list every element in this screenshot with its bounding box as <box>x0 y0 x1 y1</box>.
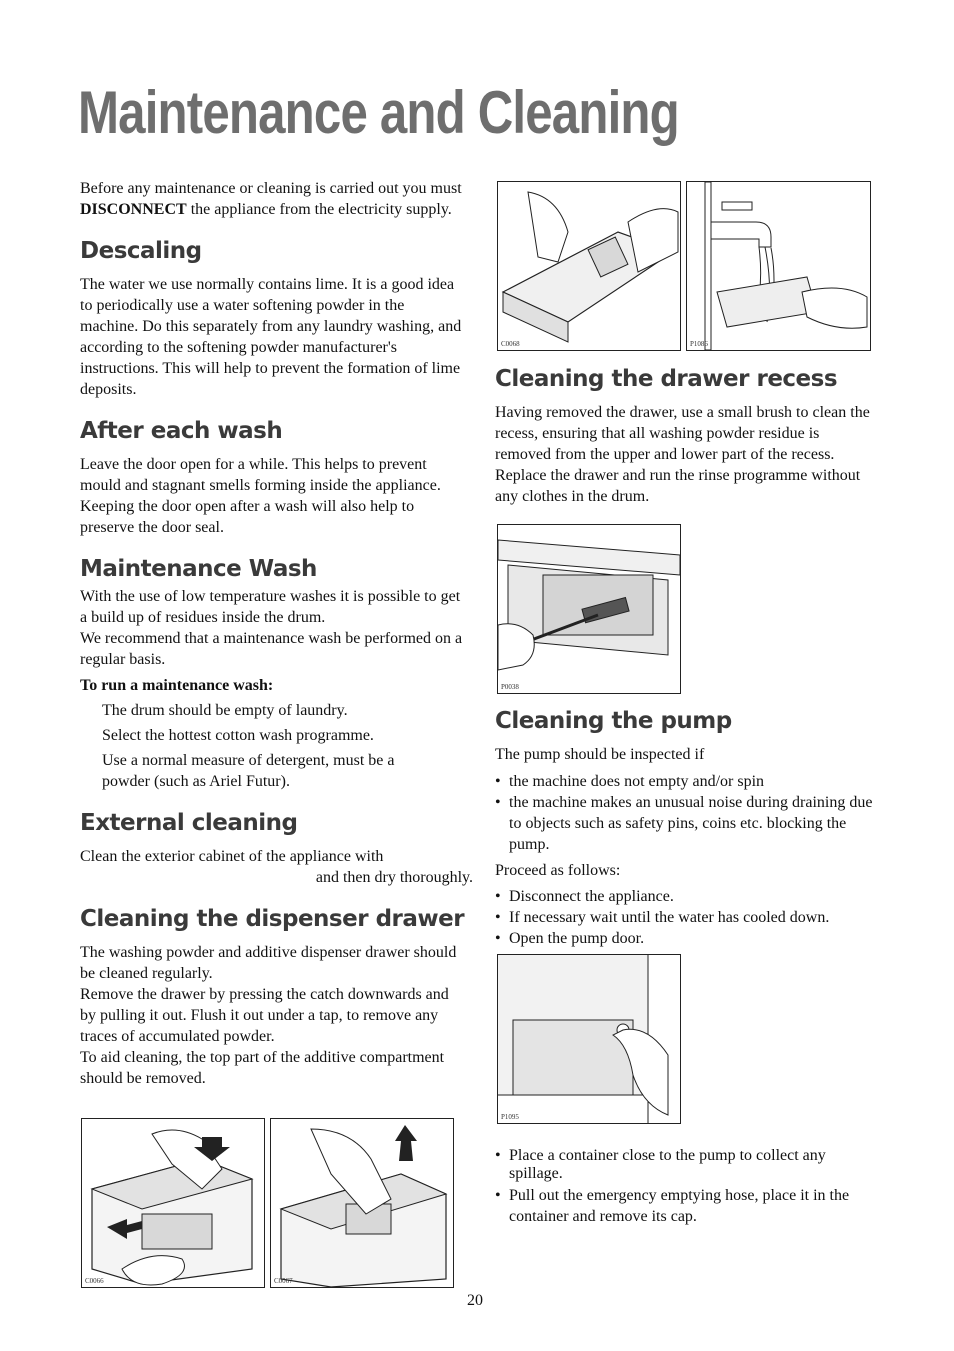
pump-step: • Pull out the emergency emptying hose, place it in the container and remove its cap. <box>495 1185 875 1227</box>
external-cleaning-line: and then dry thoroughly. <box>315 869 473 886</box>
maintenance-wash-heading: Maintenance Wash <box>80 556 317 582</box>
figure-flush-drawer <box>497 181 681 351</box>
maintenance-step: Select the hottest cotton wash programme. <box>102 727 374 744</box>
page-title: Maintenance and Cleaning <box>78 79 679 146</box>
after-wash-heading: After each wash <box>80 418 283 444</box>
descaling-heading: Descaling <box>80 238 202 264</box>
drawer-removal-illustration <box>82 1119 264 1287</box>
pump-step: • If necessary wait until the water has cooled down. <box>495 907 875 928</box>
pump-door-illustration <box>498 955 680 1123</box>
intro-paragraph <box>80 178 465 220</box>
dispenser-text: The washing powder and additive dispenser drawer should be cleaned regularly. <box>80 944 457 982</box>
flush-drawer-illustration <box>498 182 680 350</box>
dispenser-text: Remove the drawer by pressing the catch downwards and by pulling it out. Flush it out under a tap, to remove any traces of accumulated powder. <box>80 986 449 1045</box>
pump-step: • Open the pump door. <box>495 928 875 949</box>
pump-proceed: Proceed as follows: <box>495 862 621 879</box>
descaling-text: The water we use normally contains lime. It is a good idea to periodically use a water softening powder in the machine. Do this separately from any laundry washing, and according to the softening powder manufacturer's instructions. This will help to prevent the formation of lime deposits. <box>80 276 462 398</box>
maintenance-step: Use a normal measure of detergent, must be a powder (such as Ariel Futur). <box>102 752 395 790</box>
external-cleaning-line: Clean the exterior cabinet of the appliance with <box>80 848 384 865</box>
pump-section <box>495 708 875 949</box>
figure-code: P1095 <box>501 1113 519 1121</box>
maintenance-wash-text: With the use of low temperature washes it is possible to get a build up of residues inside the drum. <box>80 588 461 626</box>
pump-step: • Place a container close to the pump to collect any spillage. <box>495 1147 875 1183</box>
intro-strong: DISCONNECT <box>80 201 187 218</box>
figure-code: C0066 <box>85 1277 104 1285</box>
recess-heading: Cleaning the drawer recess <box>495 366 838 392</box>
tap-rinse-illustration <box>687 182 870 350</box>
pump-steps-2 <box>495 1147 875 1227</box>
figure-code: P1086 <box>690 340 708 348</box>
figure-code: P0038 <box>501 683 519 691</box>
dispenser-heading: Cleaning the dispenser drawer <box>80 906 465 932</box>
intro-text-end: the appliance from the electricity supply. <box>186 201 452 218</box>
after-wash-text: Leave the door open for a while. This helps to prevent mould and stagnant smells forming inside the appliance. Keeping the door open after a wash will also help to preserve the door seal. <box>80 456 441 536</box>
figure-brush-recess <box>497 524 681 694</box>
pump-step: • Disconnect the appliance. <box>495 886 875 907</box>
left-column <box>80 178 473 1089</box>
page-number: 20 <box>467 1292 483 1309</box>
external-cleaning-heading: External cleaning <box>80 810 298 836</box>
additive-compartment-illustration <box>271 1119 453 1287</box>
brush-recess-illustration <box>498 525 680 693</box>
pump-condition: • the machine makes an unusual noise during draining due to objects such as safety pins, coins etc. blocking the pump. <box>495 792 875 855</box>
figure-additive-compartment <box>270 1118 454 1288</box>
figure-tap-rinse <box>686 181 871 351</box>
pump-heading: Cleaning the pump <box>495 708 732 734</box>
pump-intro: The pump should be inspected if <box>495 746 705 763</box>
dispenser-text: To aid cleaning, the top part of the additive compartment should be removed. <box>80 1049 445 1087</box>
pump-condition: • the machine does not empty and/or spin <box>495 771 875 792</box>
maintenance-step: The drum should be empty of laundry. <box>102 702 348 719</box>
figure-pump-door <box>497 954 681 1124</box>
figure-drawer-removal <box>81 1118 265 1288</box>
right-column <box>495 366 875 507</box>
intro-text: Before any maintenance or cleaning is carried out you must <box>80 180 462 197</box>
figure-code: C0068 <box>501 340 520 348</box>
figure-code: C0067 <box>274 1277 293 1285</box>
maintenance-wash-text: We recommend that a maintenance wash be performed on a regular basis. <box>80 630 463 668</box>
recess-text: Having removed the drawer, use a small brush to clean the recess, ensuring that all washing powder residue is removed from the upper and lower part of the recess. Replace the drawer and run the rinse programme without any clothes in the drum. <box>495 404 870 505</box>
maintenance-wash-subheading: To run a maintenance wash: <box>80 677 274 694</box>
